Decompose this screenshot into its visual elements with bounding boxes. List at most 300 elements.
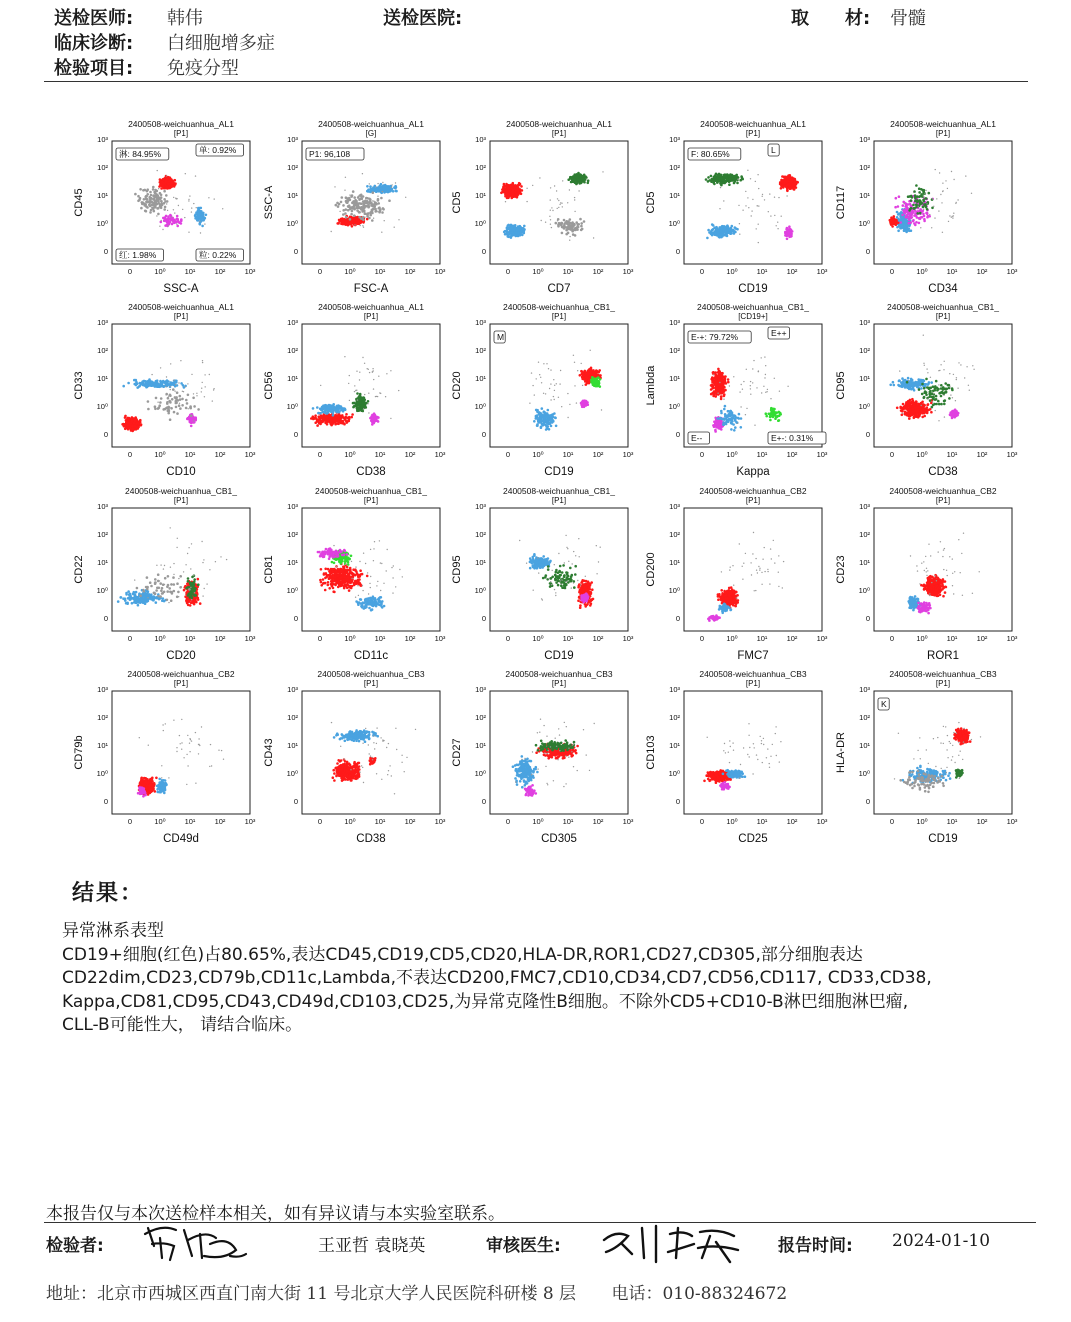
- plot-frame: [874, 141, 1012, 264]
- event-dot: [734, 226, 737, 229]
- event-dot: [152, 203, 155, 206]
- event-dot: [910, 229, 913, 232]
- event-dot: [369, 214, 372, 217]
- event-dot: [755, 181, 756, 182]
- event-dot: [728, 228, 731, 231]
- event-dot: [523, 225, 526, 228]
- event-dot: [191, 207, 192, 208]
- x-tick-label: 10¹: [374, 267, 386, 276]
- x-tick-label: 10³: [622, 267, 634, 276]
- event-dot: [373, 201, 374, 202]
- event-dot: [363, 400, 366, 403]
- event-dot: [316, 406, 319, 409]
- event-dot: [180, 219, 183, 222]
- event-dot: [942, 232, 943, 233]
- event-dot: [164, 202, 165, 203]
- event-dot: [153, 385, 156, 388]
- event-dot: [503, 187, 506, 190]
- event-dot: [550, 199, 551, 200]
- event-dot: [562, 206, 563, 207]
- event-dot: [786, 190, 789, 193]
- plot-sample-title: 2400508-weichuanhua_AL1: [128, 119, 234, 129]
- x-tick-label: 10³: [434, 267, 446, 276]
- event-dot: [776, 225, 777, 226]
- plot-gate-label: [P1]: [551, 129, 567, 138]
- event-dot: [176, 215, 179, 218]
- event-dot: [358, 407, 361, 410]
- x-tick-label: 10²: [592, 267, 604, 276]
- event-dot: [157, 170, 158, 171]
- event-dot: [150, 209, 153, 212]
- event-dot: [159, 181, 162, 184]
- event-dot: [581, 378, 584, 381]
- event-dot: [351, 225, 354, 228]
- y-tick-label: 0: [293, 430, 298, 439]
- y-tick-label: 10⁰: [286, 402, 298, 411]
- event-dot: [551, 227, 552, 228]
- y-tick-label: 10⁰: [474, 219, 486, 228]
- event-dot: [367, 403, 368, 404]
- event-dot: [371, 210, 372, 211]
- x-tick-label: 10²: [214, 267, 226, 276]
- event-dot: [924, 205, 927, 208]
- event-dot: [914, 224, 917, 227]
- event-dot: [584, 370, 587, 373]
- event-dot: [510, 235, 513, 238]
- event-dot: [135, 379, 138, 382]
- event-dot: [140, 207, 143, 210]
- event-dot: [713, 176, 716, 179]
- plot-sample-title: 2400508-weichuanhua_AL1: [700, 119, 806, 129]
- event-dot: [924, 193, 925, 194]
- event-dot: [386, 187, 389, 190]
- event-dot: [707, 229, 710, 232]
- plot-sample-title: 2400508-weichuanhua_AL1: [318, 302, 424, 312]
- event-dot: [346, 200, 349, 203]
- event-dot: [202, 382, 203, 383]
- plot-gate-label: [P1]: [935, 129, 951, 138]
- plot-gate-label: [P1]: [173, 312, 189, 321]
- event-dot: [338, 220, 341, 223]
- event-dot: [566, 229, 567, 230]
- event-dot: [371, 423, 374, 426]
- event-dot: [169, 214, 172, 217]
- event-dot: [729, 178, 732, 181]
- event-dot: [572, 233, 575, 236]
- event-dot: [394, 187, 397, 190]
- y-tick-label: 10⁰: [96, 402, 108, 411]
- event-dot: [162, 179, 165, 182]
- x-tick-label: 10²: [976, 267, 988, 276]
- event-dot: [320, 385, 321, 386]
- event-dot: [174, 183, 177, 186]
- event-dot: [160, 397, 163, 400]
- event-dot: [718, 173, 721, 176]
- event-dot: [574, 211, 575, 212]
- event-dot: [174, 212, 175, 213]
- event-dot: [580, 229, 583, 232]
- event-dot: [594, 383, 597, 386]
- gate-label-text: P1: 96,108: [309, 149, 351, 159]
- event-dot: [147, 385, 150, 388]
- event-dot: [782, 186, 785, 189]
- event-dot: [957, 199, 958, 200]
- event-dot: [918, 217, 921, 220]
- x-tick-label: 10⁰: [726, 267, 738, 276]
- event-dot: [190, 418, 193, 421]
- event-dot: [576, 176, 579, 179]
- event-dot: [347, 209, 350, 212]
- event-dot: [791, 183, 794, 186]
- y-tick-label: 10²: [97, 346, 108, 355]
- event-dot: [913, 214, 916, 217]
- event-dot: [139, 382, 142, 385]
- event-dot: [326, 416, 329, 419]
- event-dot: [175, 384, 176, 385]
- event-dot: [711, 229, 714, 232]
- event-dot: [199, 221, 200, 222]
- x-tick-label: 10¹: [562, 267, 574, 276]
- event-dot: [164, 206, 167, 209]
- event-dot: [155, 397, 158, 400]
- event-dot: [931, 207, 934, 210]
- event-dot: [567, 178, 570, 181]
- event-dot: [505, 230, 508, 233]
- x-tick-label: 10¹: [184, 450, 196, 459]
- event-dot: [377, 198, 380, 201]
- event-dot: [178, 404, 181, 407]
- event-dot: [338, 203, 341, 206]
- event-dot: [364, 394, 365, 395]
- event-dot: [177, 399, 180, 402]
- event-dot: [727, 225, 730, 228]
- event-dot: [170, 389, 171, 390]
- event-dot: [332, 407, 335, 410]
- event-dot: [725, 179, 728, 182]
- event-dot: [199, 213, 202, 216]
- event-dot: [585, 383, 588, 386]
- event-dot: [365, 197, 368, 200]
- plot-p6: [73, 302, 256, 478]
- y-tick-label: 10⁰: [286, 219, 298, 228]
- event-dot: [706, 237, 709, 240]
- event-dot: [893, 215, 896, 218]
- event-dot: [337, 205, 340, 208]
- event-dot: [787, 229, 790, 232]
- event-dot: [354, 217, 357, 220]
- event-dot: [204, 223, 205, 224]
- event-dot: [781, 175, 784, 178]
- event-dot: [559, 204, 560, 205]
- event-dot: [186, 402, 189, 405]
- gate-label-text: 红: 1.98%: [119, 250, 157, 260]
- event-dot: [348, 223, 351, 226]
- event-dot: [201, 388, 202, 389]
- event-dot: [580, 225, 583, 228]
- event-dot: [366, 218, 369, 221]
- event-dot: [180, 360, 181, 361]
- event-dot: [734, 180, 737, 183]
- event-dot: [895, 197, 898, 200]
- event-dot: [373, 388, 374, 389]
- event-dot: [722, 231, 725, 234]
- event-dot: [339, 407, 342, 410]
- event-dot: [188, 199, 189, 200]
- event-dot: [345, 177, 346, 178]
- event-dot: [131, 425, 134, 428]
- event-dot: [374, 208, 375, 209]
- event-dot: [707, 180, 710, 183]
- event-dot: [918, 191, 921, 194]
- event-dot: [500, 192, 503, 195]
- event-dot: [728, 183, 731, 186]
- event-dot: [965, 175, 966, 176]
- event-dot: [337, 404, 340, 407]
- event-dot: [176, 198, 177, 199]
- event-dot: [383, 191, 386, 194]
- event-dot: [714, 179, 717, 182]
- y-tick-label: 10¹: [97, 191, 108, 200]
- event-dot: [369, 417, 372, 420]
- event-dot: [366, 190, 369, 193]
- event-dot: [724, 227, 727, 230]
- event-dot: [378, 207, 381, 210]
- event-dot: [568, 227, 571, 230]
- event-dot: [179, 395, 182, 398]
- event-dot: [389, 185, 392, 188]
- event-dot: [387, 190, 390, 193]
- event-dot: [317, 419, 320, 422]
- event-dot: [381, 232, 382, 233]
- event-dot: [787, 231, 790, 234]
- event-dot: [202, 214, 205, 217]
- event-dot: [720, 187, 721, 188]
- event-dot: [359, 202, 362, 205]
- event-dot: [714, 233, 717, 236]
- event-dot: [577, 174, 580, 177]
- event-dot: [142, 384, 145, 387]
- event-dot: [377, 196, 378, 197]
- event-dot: [188, 200, 189, 201]
- event-dot: [715, 173, 718, 176]
- event-dot: [193, 203, 194, 204]
- event-dot: [569, 240, 570, 241]
- diagnosis-label: 临床诊断:: [54, 33, 134, 54]
- event-dot: [167, 225, 168, 226]
- y-tick-label: 0: [103, 430, 108, 439]
- event-dot: [507, 234, 510, 237]
- event-dot: [897, 230, 900, 233]
- event-dot: [914, 200, 917, 203]
- event-dot: [134, 425, 137, 428]
- event-dot: [187, 394, 190, 397]
- event-dot: [196, 395, 197, 396]
- event-dot: [915, 184, 918, 187]
- event-dot: [148, 382, 151, 385]
- event-dot: [159, 178, 162, 181]
- event-dot: [332, 414, 335, 417]
- event-dot: [182, 384, 185, 387]
- event-dot: [951, 171, 952, 172]
- event-dot: [335, 204, 338, 207]
- event-dot: [145, 383, 148, 386]
- event-dot: [357, 220, 360, 223]
- event-dot: [344, 356, 345, 357]
- event-dot: [194, 417, 197, 420]
- event-dot: [398, 390, 399, 391]
- event-dot: [522, 231, 525, 234]
- y-tick-label: 10⁰: [858, 219, 870, 228]
- event-dot: [516, 187, 519, 190]
- event-dot: [385, 396, 386, 397]
- event-dot: [925, 190, 926, 191]
- event-dot: [162, 229, 163, 230]
- event-dot: [901, 225, 904, 228]
- event-dot: [918, 222, 921, 225]
- event-dot: [205, 214, 208, 217]
- event-dot: [774, 215, 775, 216]
- event-dot: [127, 382, 130, 385]
- event-dot: [141, 381, 144, 384]
- event-dot: [907, 216, 910, 219]
- event-dot: [774, 197, 775, 198]
- event-dot: [188, 232, 189, 233]
- event-dot: [779, 183, 782, 186]
- event-dot: [362, 357, 363, 358]
- event-dot: [356, 371, 357, 372]
- event-dot: [535, 417, 538, 420]
- event-dot: [196, 207, 197, 208]
- event-dot: [152, 188, 155, 191]
- event-dot: [359, 372, 360, 373]
- event-dot: [345, 413, 348, 416]
- event-dot: [339, 418, 342, 421]
- event-dot: [159, 205, 162, 208]
- event-dot: [365, 205, 368, 208]
- event-dot: [576, 223, 579, 226]
- event-dot: [748, 207, 749, 208]
- y-axis-label: CD33: [73, 371, 85, 400]
- event-dot: [380, 197, 383, 200]
- x-tick-label: 10²: [786, 267, 798, 276]
- event-dot: [713, 181, 716, 184]
- x-tick-label: 10⁰: [154, 450, 166, 459]
- event-dot: [380, 187, 383, 190]
- event-dot: [185, 386, 186, 387]
- event-dot: [122, 385, 125, 388]
- event-dot: [143, 198, 146, 201]
- event-dot: [173, 380, 174, 381]
- event-dot: [161, 220, 162, 221]
- event-dot: [158, 188, 159, 189]
- event-dot: [175, 406, 178, 409]
- y-tick-label: 10¹: [287, 191, 298, 200]
- x-tick-label: 10²: [404, 267, 416, 276]
- event-dot: [907, 195, 910, 198]
- event-dot: [185, 407, 188, 410]
- event-dot: [183, 391, 184, 392]
- event-dot: [352, 190, 355, 193]
- event-dot: [353, 196, 356, 199]
- event-dot: [312, 407, 315, 410]
- event-dot: [366, 215, 369, 218]
- event-dot: [512, 184, 515, 187]
- material-value: 骨髓: [889, 8, 926, 29]
- event-dot: [898, 212, 901, 215]
- event-dot: [545, 222, 546, 223]
- event-dot: [173, 209, 174, 210]
- event-dot: [384, 220, 385, 221]
- plot-gate-label: [P1]: [363, 312, 379, 321]
- event-dot: [369, 183, 370, 184]
- event-dot: [376, 208, 377, 209]
- event-dot: [557, 198, 558, 199]
- event-dot: [383, 187, 386, 190]
- y-tick-label: 0: [675, 247, 680, 256]
- event-dot: [762, 196, 763, 197]
- event-dot: [593, 237, 594, 238]
- event-dot: [931, 227, 932, 228]
- event-dot: [337, 414, 340, 417]
- event-dot: [193, 405, 196, 408]
- event-dot: [398, 219, 399, 220]
- event-dot: [371, 212, 374, 215]
- event-dot: [922, 206, 925, 209]
- event-dot: [953, 213, 954, 214]
- event-dot: [344, 418, 347, 421]
- event-dot: [742, 210, 743, 211]
- event-dot: [342, 209, 345, 212]
- event-dot: [952, 217, 953, 218]
- event-dot: [156, 215, 157, 216]
- event-dot: [768, 211, 769, 212]
- event-dot: [731, 225, 734, 228]
- event-dot: [197, 408, 200, 411]
- x-axis-label: CD7: [547, 283, 571, 295]
- event-dot: [507, 187, 510, 190]
- x-axis-label: FSC-A: [353, 283, 389, 295]
- event-dot: [159, 192, 162, 195]
- event-dot: [532, 185, 533, 186]
- event-dot: [341, 196, 344, 199]
- event-dot: [509, 228, 512, 231]
- y-axis-label: CD5: [645, 191, 657, 214]
- event-dot: [381, 211, 384, 214]
- event-dot: [941, 202, 942, 203]
- event-dot: [794, 180, 797, 183]
- x-tick-label: 10¹: [184, 267, 196, 276]
- event-dot: [580, 178, 583, 181]
- event-dot: [736, 182, 739, 185]
- event-dot: [154, 206, 157, 209]
- gate-label-text: F: 80.65%: [691, 149, 730, 159]
- event-dot: [913, 192, 914, 193]
- event-dot: [390, 418, 391, 419]
- event-dot: [357, 205, 360, 208]
- gate-label-text: 淋: 84.95%: [119, 149, 162, 159]
- event-dot: [936, 198, 937, 199]
- y-tick-label: 10¹: [287, 374, 298, 383]
- x-axis-label: CD10: [166, 466, 196, 478]
- y-axis-label: CD56: [263, 371, 275, 400]
- event-dot: [362, 225, 363, 226]
- y-tick-label: 0: [103, 247, 108, 256]
- event-dot: [517, 184, 520, 187]
- event-dot: [324, 412, 327, 415]
- event-dot: [737, 179, 738, 180]
- event-dot: [585, 376, 588, 379]
- event-dot: [945, 180, 946, 181]
